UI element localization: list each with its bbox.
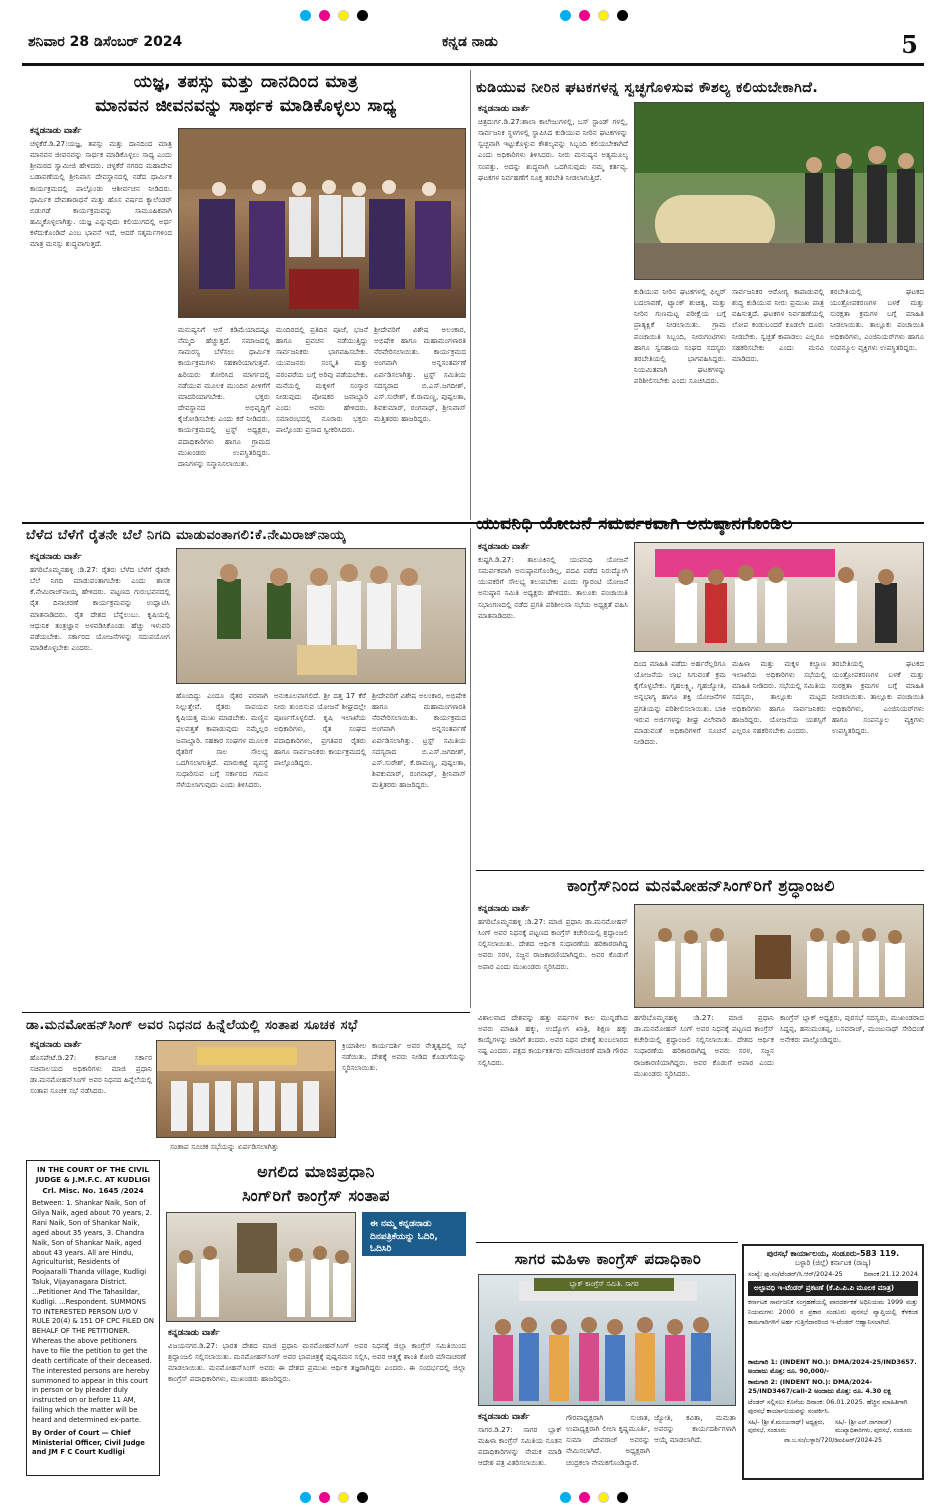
story1-headline-line1: ಯಜ್ಞ, ತಪಸ್ಸು ಮತ್ತು ದಾನದಿಂದ ಮಾತ್ರ	[133, 72, 359, 92]
registration-marks-top-2	[560, 6, 628, 24]
tribute-gathering-image	[635, 905, 924, 1008]
story1-photo	[178, 128, 466, 318]
story4-headline: ಯುವನಿಧಿ ಯೋಜನೆ ಸಮರ್ಪಕವಾಗಿ ಅನುಷ್ಠಾನಗೊಂಡಿಲ	[476, 514, 793, 534]
cyan-dot	[300, 1492, 311, 1503]
notice-case-number: Crl. Misc. No. 1645 /2024	[42, 1185, 144, 1195]
story3-byline: ಕನ್ನಡನಾಡು ವಾರ್ತೆ	[30, 552, 82, 562]
black-dot	[617, 1492, 628, 1503]
promo-line-2: ದಿನಪತ್ರಿಕೆಯನ್ನು ಓದಿರಿ, ಓದಿಸಿರಿ	[370, 1231, 438, 1255]
story2-column-b: ಕುಡಿಯುವ ನೀರಿನ ಘಟಕಗಳಲ್ಲಿ ಫಿಲ್ಟರ್ ಬದಲಾವಣೆ, ಟ್ಯಾಂಕ್ ಶುಚಿತ್ವ, ಮತ್ತು ನೀರಿನ ಗುಣಮಟ್ಟ ಪರೀಕ್ಷೆಯ ಬಗ್ಗೆ ಪ್ರಾತ್ಯಕ್ಷಿಕೆ ನೀಡಲಾಯಿತು. ಗ್ರಾಮ ಪಂಚಾಯಿತಿ ಸಿಬ್ಬಂದಿ, ನೀರುಗಂಟಿಗಳು ಹಾಗೂ ಸ್ವಸಹಾಯ ಸಂಘದ ಸದಸ್ಯರು ತರಬೇತಿಯಲ್ಲಿ ಭಾಗವಹಿಸಿದ್ದರು. ನಿಯಮಿತವಾಗಿ ಘಟಕಗಳನ್ನು ಪರಿಶೀಲಿಸಬೇಕು ಎಂದು ಸೂಚಿಸಿದರು.	[634, 287, 726, 386]
story7-column-a: ವಿಜಯನಗರ.ಡಿ.27: ಭಾರತ ದೇಶದ ಮಾಜಿ ಪ್ರಧಾನಿ ಮನಮೋಹನ್‌ಸಿಂಗ್ ಅವರ ನಿಧನಕ್ಕೆ ಜಿಲ್ಲಾ ಕಾಂಗ್ರೆಸ್ ಸಮಿತಿಯಿಂದ ಶ್ರದ್ಧಾಂಜಲಿ ಸಲ್ಲಿಸಲಾಯಿತು. ಮನಮೋಹನ್‌ಸಿಂಗ್ ಅವರ ಭಾವಚಿತ್ರಕ್ಕೆ ಪುಷ್ಪನಮನ ಸಲ್ಲಿಸಿ, ಅವರ ಆತ್ಮಕ್ಕೆ ಶಾಂತಿ ಕೋರಿ ಮೌನಾಚರಣೆ ಮಾಡಲಾಯಿತು. ಮನಮೋಹನ್‌ಸಿಂಗ್ ಅವರು ಈ ದೇಶದ ಪ್ರಮುಖ ಆರ್ಥಿಕ ತಜ್ಞರಾಗಿದ್ದರು ಎಂದರು. ಈ ಸಂದರ್ಭದಲ್ಲಿ ಜಿಲ್ಲಾ ಕಾಂಗ್ರೆಸ್ ಪದಾಧಿಕಾರಿಗಳು, ಮುಖಂಡರು ಹಾಜರಿದ್ದರು.	[168, 1341, 466, 1384]
magenta-dot	[319, 10, 330, 21]
story5-column-a: ಹಗರಿಬೊಮ್ಮನಹಳ್ಳಿ :ಡಿ.27: ಮಾಜಿ ಪ್ರಧಾನಿ ಡಾ.ಮನಮೋಹನ್ ಸಿಂಗ್ ಅವರ ನಿಧನಕ್ಕೆ ಪಟ್ಟಣದ ಕಾಂಗ್ರೆಸ್ ಕಚೇರಿಯಲ್ಲಿ ಶ್ರದ್ಧಾಂಜಲಿ ಸಲ್ಲಿಸಲಾಯಿತು. ದೇಶದ ಆರ್ಥಿಕ ಸುಧಾರಣೆಯ ಹರಿಕಾರರಾಗಿದ್ದ ಅವರು ಸರಳ, ಸಜ್ಜನ ರಾಜಕಾರಣಿಯಾಗಿದ್ದರು. ಅವರ ಕೊಡುಗೆ ಅಪಾರ ಎಂದು ಮುಖಂಡರು ಸ್ಮರಿಸಿದರು.	[478, 917, 628, 971]
story4-photo	[634, 542, 924, 652]
tender-office: ಪುರಸಭೆ ಕಾರ್ಯಾಲಯ, ಸಂಡೂರು-583 119.	[766, 1249, 900, 1258]
story5-byline: ಕನ್ನಡನಾಡು ವಾರ್ತೆ	[478, 904, 530, 914]
tender-notice	[742, 1244, 924, 1480]
story4-byline: ಕನ್ನಡನಾಡು ವಾರ್ತೆ	[478, 542, 530, 552]
story6-column-b: ಕ್ರಿಯಾಶೀಲ ಕಾರ್ಯದರ್ಶಿ ಅವರ ನೇತೃತ್ವದಲ್ಲಿ ಸಭೆ ನಡೆಯಿತು. ದೇಶಕ್ಕೆ ಅವರು ನೀಡಿದ ಕೊಡುಗೆಯನ್ನು ಸ್ಮರಿಸಲಾಯಿತು.	[342, 1041, 466, 1073]
story3-column-a: ಹಗರಿಬೊಮ್ಮನಹಳ್ಳಿ :ಡಿ.27: ರೈತರು ಬೆಳೆದ ಬೆಳೆಗೆ ರೈತರೇ ಬೆಲೆ ನಿಗದಿ ಮಾಡುವಂತಾಗಬೇಕು ಎಂದು ಶಾಸಕ ಕೆ.ನೇಮಿರಾಜ್‌ನಾಯ್ಕ ಹೇಳಿದರು. ಪಟ್ಟಣದ ಗುರುಭವನದಲ್ಲಿ ರೈತ ದಿನಾಚರಣೆ ಕಾರ್ಯಕ್ರಮವನ್ನು ಉದ್ಘಾಟಿಸಿ ಮಾತನಾಡಿದರು. ರೈತ ದೇಶದ ಬೆನ್ನೆಲುಬು. ಕೃಷಿಯಲ್ಲಿ ಆಧುನಿಕ ತಂತ್ರಜ್ಞಾನ ಅಳವಡಿಸಿಕೊಂಡು ಹೆಚ್ಚು ಇಳುವರಿ ಪಡೆಯಬೇಕು. ಸರ್ಕಾರದ ಯೋಜನೆಗಳನ್ನು ಸದುಪಯೋಗ ಮಾಡಿಕೊಳ್ಳಬೇಕು ಎಂದರು.	[30, 565, 170, 653]
story3-column-c: ಅನುಕೂಲವಾಗಲಿದೆ. ಶ್ರೀ ದತ್ತ 17 ಕೆರೆ ನೀರು ತುಂಬಿಸುವ ಯೋಜನೆ ಶೀಘ್ರದಲ್ಲೇ ಪೂರ್ಣಗೊಳ್ಳಲಿದೆ. ಕೃಷಿ ಇಲಾಖೆಯ ಅಧಿಕಾರಿಗಳು, ರೈತ ಸಂಘದ ಪದಾಧಿಕಾರಿಗಳು, ಪ್ರಗತಿಪರ ರೈತರು ಹಾಗೂ ಸಾರ್ವಜನಿಕರು ಕಾರ್ಯಕ್ರಮದಲ್ಲಿ ಪಾಲ್ಗೊಂಡಿದ್ದರು.	[274, 691, 366, 767]
story3-headline: ಬೆಳೆದ ಬೆಳೆಗೆ ರೈತನೇ ಬೆಲೆ ನಿಗದಿ ಮಾಡುವಂತಾಗಲಿ:ಕೆ.ನೇಮಿರಾಜ್‌ನಾಯ್ಕ	[26, 528, 346, 543]
black-dot	[357, 10, 368, 21]
story4-column-b: ದಿಂದ ಮಾಹಿತಿ ಪಡೆದು ಅರ್ಹರೆಲ್ಲರಿಗೂ ಯೋಜನೆಯ ಲಾಭ ಸಿಗುವಂತೆ ಕ್ರಮ ಕೈಗೊಳ್ಳಬೇಕು. ಗೃಹಲಕ್ಷ್ಮಿ, ಗೃಹಜ್ಯೋತಿ, ಅನ್ನಭಾಗ್ಯ ಹಾಗೂ ಶಕ್ತಿ ಯೋಜನೆಗಳ ಪ್ರಗತಿಯನ್ನು ಪರಿಶೀಲಿಸಲಾಯಿತು. ಬಾಕಿ ಇರುವ ಅರ್ಜಿಗಳನ್ನು ಶೀಘ್ರ ವಿಲೇವಾರಿ ಮಾಡುವಂತೆ ಅಧಿಕಾರಿಗಳಿಗೆ ಸೂಚನೆ ನೀಡಿದರು.	[634, 659, 726, 747]
story6-column-a: ಹೊಸಪೇಟೆ.ಡಿ.27: ಕರ್ನಾಟಕ ಸರ್ಕಾರ ಸಚಿವಾಲಯದ ಅಧಿಕಾರಿಗಳು ಮಾಜಿ ಪ್ರಧಾನಿ ಡಾ.ಮನಮೋಹನ್‌ಸಿಂಗ್ ಅವರ ನಿಧನದ ಹಿನ್ನೆಲೆಯಲ್ಲಿ ಸಂತಾಪ ಸೂಚಕ ಸಭೆ ನಡೆಸಿದರು.	[30, 1053, 152, 1096]
calendar-release-image	[179, 129, 466, 318]
story5-column-d: ಕಾಂಗ್ರೆಸ್ ಬ್ಲಾಕ್ ಅಧ್ಯಕ್ಷರು, ಪುರಸಭೆ ಸದಸ್ಯರು, ಮುಖಂಡರಾದ ಸಿದ್ದಪ್ಪ, ಹನುಮಂತಪ್ಪ, ಬಸವರಾಜ್, ಮಂಜುನಾಥ್ ಸೇರಿದಂತೆ ಅನೇಕರು ಪಾಲ್ಗೊಂಡಿದ್ದರು.	[780, 1013, 924, 1045]
notice-body: Between: 1. Shankar Naik, Son of Gilya Naik, aged about 70 years, 2. Rani Naik, Son of Shankar Naik, aged about 35 years, 3. Chandra Naik, Son of Shankar Naik, aged about 43 years. All are Hindu, Agriculturist, Residents of Poojaaralli Thanda village, Kudligi Taluk, Vijayanagara District. ...Petitioner And The Tahasildar, Kudligi. ...Respondent. SUMMONS TO INTERESTED PERSON U/O V RULE 20(4) & 151 OF CPC FILED ON BEHALF OF THE PETITIONER. Whereas the above petitioners have to file the petition to get the death certificate of their deceased. The interested persons are hereby summoned to appear in this court in person or by pleader duly instructed on or before 11 AM, failing which the matter will be heard and determined ex-parte.	[32, 1199, 154, 1424]
story5-photo	[634, 904, 924, 1008]
story2-column-c: ಸಾರ್ವಜನಿಕರ ಆರೋಗ್ಯ ಕಾಪಾಡುವಲ್ಲಿ ಶುದ್ಧ ಕುಡಿಯುವ ನೀರು ಪ್ರಮುಖ ಪಾತ್ರ ವಹಿಸುತ್ತದೆ. ಘಟಕಗಳ ನಿರ್ವಹಣೆಯಲ್ಲಿ ಲೋಪ ಕಂಡುಬಂದರೆ ಕೂಡಲೇ ದೂರು ನೀಡಬೇಕು. ಸ್ವಚ್ಛತೆ ಕಾಪಾಡಲು ಎಲ್ಲರೂ ಸಹಕರಿಸಬೇಕು ಎಂದು ಮನವಿ ಮಾಡಿದರು.	[732, 287, 824, 363]
condolence-meeting-image	[157, 1041, 336, 1138]
cyan-dot	[560, 1492, 571, 1503]
story2-byline: ಕನ್ನಡನಾಡು ವಾರ್ತೆ	[478, 104, 530, 114]
story7-byline: ಕನ್ನಡನಾಡು ವಾರ್ತೆ	[168, 1328, 220, 1338]
registration-marks-top	[300, 6, 368, 24]
story8-column-a: ಸಾಗರ.ಡಿ.27: ಸಾಗರ ಬ್ಲಾಕ್ ಮಹಿಳಾ ಕಾಂಗ್ರೆಸ್ ಸಮಿತಿಯ ನೂತನ ಪದಾಧಿಕಾರಿಗಳನ್ನು ನೇಮಕ ಮಾಡಿ ಆದೇಶ ಪತ್ರ ವಿತರಿಸಲಾಯಿತು.	[478, 1425, 562, 1468]
story5-headline: ಕಾಂಗ್ರೆಸ್‌ನಿಂದ ಮನಮೋಹನ್‌ಸಿಂಗ್‌ರಿಗೆ ಶ್ರದ್ಧಾಂಜಲಿ	[567, 876, 835, 895]
notice-title: IN THE COURT OF THE CIVIL JUDGE & J.M.F.C. AT KUDLIGI	[35, 1165, 151, 1185]
story2-photo	[634, 102, 924, 280]
story8-banner: ಬ್ಲಾಕ್ ಕಾಂಗ್ರೆಸ್ ಸಮಿತಿ. ಸಾಗರ	[534, 1278, 674, 1291]
story2-headline: ಕುಡಿಯುವ ನೀರಿನ ಘಟಕಗಳನ್ನ ಸ್ವಚ್ಛಗೊಳಿಸುವ ಕೌಶಲ್ಯ ಕಲಿಯಬೇಕಾಗಿದೆ.	[476, 80, 819, 96]
story8-byline: ಕನ್ನಡನಾಡು ವಾರ್ತೆ	[478, 1412, 530, 1422]
story1-column-a: ಮನುಷ್ಯನಿಗೆ ಆಸೆ ಕಡಿಮೆಯಾದಷ್ಟೂ ನೆಮ್ಮದಿ ಹೆಚ್ಚುತ್ತದೆ. ಸಮಾಜದಲ್ಲಿ ಸಾಮರಸ್ಯ ಬೆಳೆಸಲು ಧಾರ್ಮಿಕ ಕಾರ್ಯಕ್ರಮಗಳು ಸಹಕಾರಿಯಾಗುತ್ತವೆ. ಹಿರಿಯರು ತೋರಿಸಿದ ಮಾರ್ಗದಲ್ಲಿ ನಡೆಯುವ ಮೂಲಕ ಮುಂದಿನ ಪೀಳಿಗೆಗೆ ಮಾದರಿಯಾಗಬೇಕು. ಭಕ್ತರು ದೇವಸ್ಥಾನದ ಅಭಿವೃದ್ಧಿಗೆ ಕೈಜೋಡಿಸಬೇಕು ಎಂದು ಕರೆ ನೀಡಿದರು. ಕಾರ್ಯಕ್ರಮದಲ್ಲಿ ಟ್ರಸ್ಟ್ ಅಧ್ಯಕ್ಷರು, ಪದಾಧಿಕಾರಿಗಳು ಹಾಗೂ ಗ್ರಾಮದ ಮುಖಂಡರು ಉಪಸ್ಥಿತರಿದ್ದರು. ದಾನಿಗಳನ್ನು ಸನ್ಮಾನಿಸಲಾಯಿತು.	[178, 325, 270, 468]
yellow-dot	[598, 1492, 609, 1503]
registration-marks-bottom-2	[560, 1488, 628, 1506]
registration-marks-bottom	[300, 1488, 368, 1506]
magenta-dot	[319, 1492, 330, 1503]
story4-column-a: ಕುಷ್ಟಗಿ.ಡಿ.27: ತಾಲೂಕಿನಲ್ಲಿ ಯುವನಿಧಿ ಯೋಜನೆ ಸಮರ್ಪಕವಾಗಿ ಅನುಷ್ಠಾನಗೊಂಡಿಲ್ಲ, ಪದವಿ ಪಡೆದ ನಿರುದ್ಯೋಗಿ ಯುವಕರಿಗೆ ಸೌಲಭ್ಯ ತಲುಪಬೇಕು ಎಂದು ಗ್ಯಾರಂಟಿ ಯೋಜನೆ ಅನುಷ್ಠಾನ ಸಮಿತಿ ಅಧ್ಯಕ್ಷರು ಹೇಳಿದರು. ತಾಲೂಕು ಪಂಚಾಯಿತಿ ಸಭಾಂಗಣದಲ್ಲಿ ನಡೆದ ಪ್ರಗತಿ ಪರಿಶೀಲನಾ ಸಭೆಯ ಅಧ್ಯಕ್ಷತೆ ವಹಿಸಿ ಮಾತನಾಡಿದರು.	[478, 555, 628, 620]
magenta-dot	[579, 1492, 590, 1503]
story1-lead-column: ಚಳ್ಳಕೆರೆ.ಡಿ.27:ಯಜ್ಞ, ತಪಸ್ಸು ಮತ್ತು ದಾನದಿಂದ ಮಾತ್ರ ಮಾನವನ ಜೀವನವನ್ನು ಸಾರ್ಥಕ ಮಾಡಿಕೊಳ್ಳಲು ಸಾಧ್ಯ ಎಂದು ಶ್ರೀಮಠದ ಸ್ವಾಮೀಜಿ ಹೇಳಿದರು. ಚಳ್ಳಕೆರೆ ನಗರದ ಮಹಾದೇವ ಬಡಾವಣೆಯಲ್ಲಿ ಶ್ರೀನಿವಾಸ ದೇವಸ್ಥಾನದಲ್ಲಿ ನಡೆದ ಧಾರ್ಮಿಕ ಕಾರ್ಯಕ್ರಮದಲ್ಲಿ ಪಾಲ್ಗೊಂಡು ಆಶೀರ್ವಚನ ನೀಡಿದರು. ಧಾರ್ಮಿಕ ದೇವತಾರಾಧನೆ ಮತ್ತು ಹೊಸ ವರ್ಷದ ಕ್ಯಾಲೆಂಡರ್ ಬಿಡುಗಡೆ ಕಾರ್ಯಕ್ರಮವನ್ನು ಸಾಮೂಹಿಕವಾಗಿ ಹಮ್ಮಿಕೊಳ್ಳಲಾಗಿತ್ತು. ಯಜ್ಞ ಎನ್ನುವುದು ಕಲಿಯುಗದಲ್ಲಿ ಅರ್ಥ ಕಳೆದುಕೊಂಡಿದೆ ಎಂಬ ಭಾವನೆ ಇದೆ, ಆದರೆ ಸತ್ಕರ್ಮಗಳಿಂದ ಮಾತ್ರ ಮನಸ್ಸು ಶುದ್ಧವಾಗುತ್ತದೆ.	[30, 139, 172, 249]
yellow-dot	[338, 1492, 349, 1503]
tender-date: ದಿನಾಂಕ:21.12.2024	[863, 1270, 918, 1278]
story8-photo	[478, 1274, 736, 1406]
section-rule	[22, 1012, 470, 1013]
story6-photo	[156, 1040, 336, 1138]
section-rule	[476, 870, 924, 871]
story1-column-c: ಶ್ರೀದೇವರಿಗೆ ವಿಶೇಷ ಅಲಂಕಾರ, ಅಭಿಷೇಕ ಹಾಗೂ ಮಹಾಮಂಗಳಾರತಿ ನೆರವೇರಿಸಲಾಯಿತು. ಕಾರ್ಯಕ್ರಮದ ಅಂಗವಾಗಿ ಅನ್ನಸಂತರ್ಪಣೆ ಏರ್ಪಡಿಸಲಾಗಿತ್ತು. ಟ್ರಸ್ಟ್ ಸಮಿತಿಯ ಸದಸ್ಯರಾದ ಬಿ.ಎಸ್.ಜಗದೀಶ್, ಎಸ್.ಸುರೇಶ್, ಕೆ.ರಾಮಣ್ಣ, ಪುಷ್ಪಲತಾ, ಶಿವಕುಮಾರ್, ರಂಗನಾಥ್, ಶ್ರೀನಿವಾಸ್ ಮತ್ತಿತರರು ಹಾಜರಿದ್ದರು.	[374, 325, 466, 424]
story8-column-b: ಗೌರವಾಧ್ಯಕ್ಷರಾಗಿ ಸುಜಾತ, ಉಪಾಧ್ಯಕ್ಷರಾಗಿ ಲೀಲಾ ಕೃಷ್ಣಮೂರ್ತಿ, ಸುಮಾ ದೇವರಾಜ್ ಅವರನ್ನು ನೇಮಿಸಲಾಗಿದೆ. ಅಧ್ಯಕ್ಷರಾಗಿ ಚಂದ್ರಕಲಾ ನೇಮಕಗೊಂಡಿದ್ದಾರೆ.	[566, 1413, 650, 1467]
tender-sign-1: ಸಹಿ/- (ಶ್ರೀ ಕೆ.ಮಂಜುನಾಥ್) ಅಧ್ಯಕ್ಷರು, ಪುರಸಭೆ, ಸಂಡೂರು	[748, 1419, 825, 1434]
story6-byline: ಕನ್ನಡನಾಡು ವಾರ್ತೆ	[30, 1040, 82, 1050]
story7-headline-line2: ಸಿಂಗ್‌ರಿಗೆ ಕಾಂಗ್ರೆಸ್ ಸಂತಾಪ	[242, 1186, 390, 1205]
yuvanidhi-meeting-image	[635, 543, 924, 652]
subscription-promo	[362, 1212, 466, 1256]
black-dot	[617, 10, 628, 21]
tender-note: ಟೆಂಡರ್ ಸಲ್ಲಿಸಲು ಕೊನೆಯ ದಿನಾಂಕ: 06.01.2025. ಹೆಚ್ಚಿನ ಮಾಹಿತಿಗಾಗಿ ಪುರಸಭೆ ಕಾರ್ಯಾಲಯವನ್ನು ಸಂಪರ್ಕಿಸಿ.	[748, 1398, 908, 1415]
story3-column-b: ಹೊಂದಿದ್ದು ಎಂದೂ ರೈತರ ಪರವಾಗಿ ನಿಲ್ಲುತ್ತೇವೆ. ರೈತರು ಸಾವಯವ ಕೃಷಿಯತ್ತ ಮುಖ ಮಾಡಬೇಕು. ಮಣ್ಣಿನ ಫಲವತ್ತತೆ ಕಾಪಾಡುವುದು ನಮ್ಮೆಲ್ಲರ ಜವಾಬ್ದಾರಿ. ಸಹಕಾರ ಸಂಘಗಳ ಮೂಲಕ ರೈತರಿಗೆ ಸಾಲ ಸೌಲಭ್ಯ ಒದಗಿಸಲಾಗುತ್ತಿದೆ. ಮಾರುಕಟ್ಟೆ ವ್ಯವಸ್ಥೆ ಸುಧಾರಿಸುವ ಬಗ್ಗೆ ಸರ್ಕಾರದ ಗಮನ ಸೆಳೆಯಲಾಗುವುದು ಎಂದು ತಿಳಿಸಿದರು.	[176, 691, 268, 790]
story3-column-d: ಶ್ರೀದೇವರಿಗೆ ವಿಶೇಷ ಅಲಂಕಾರ, ಅಭಿಷೇಕ ಹಾಗೂ ಮಹಾಮಂಗಳಾರತಿ ನೆರವೇರಿಸಲಾಯಿತು. ಕಾರ್ಯಕ್ರಮದ ಅಂಗವಾಗಿ ಅನ್ನಸಂತರ್ಪಣೆ ಏರ್ಪಡಿಸಲಾಗಿತ್ತು. ಟ್ರಸ್ಟ್ ಸಮಿತಿಯ ಸದಸ್ಯರಾದ ಬಿ.ಎಸ್.ಜಗದೀಶ್, ಎಸ್.ಸುರೇಶ್, ಕೆ.ರಾಮಣ್ಣ, ಪುಷ್ಪಲತಾ, ಶಿವಕುಮಾರ್, ರಂಗನಾಥ್, ಶ್ರೀನಿವಾಸ್ ಮತ್ತಿತರರು ಹಾಜರಿದ್ದರು.	[372, 691, 466, 790]
masthead	[22, 30, 924, 66]
cyan-dot	[300, 10, 311, 21]
water-tank-cleaning-image	[635, 103, 924, 280]
yellow-dot	[598, 10, 609, 21]
story4-column-c: ಮಹಿಳಾ ಮತ್ತು ಮಕ್ಕಳ ಕಲ್ಯಾಣ ಇಲಾಖೆಯ ಅಧಿಕಾರಿಗಳು ಸಭೆಯಲ್ಲಿ ಮಾಹಿತಿ ನೀಡಿದರು. ಸಭೆಯಲ್ಲಿ ಸಮಿತಿಯ ಸದಸ್ಯರು, ತಾಲ್ಲೂಕು ಮಟ್ಟದ ಅಧಿಕಾರಿಗಳು ಹಾಗೂ ಸಾರ್ವಜನಿಕರು ಹಾಜರಿದ್ದರು. ಯೋಜನೆಯ ಯಶಸ್ಸಿಗೆ ಎಲ್ಲರೂ ಸಹಕರಿಸಬೇಕು ಎಂದರು.	[732, 659, 826, 735]
story5-column-c: ಹಗರಿಬೊಮ್ಮನಹಳ್ಳಿ :ಡಿ.27: ಮಾಜಿ ಪ್ರಧಾನಿ ಡಾ.ಮನಮೋಹನ್ ಸಿಂಗ್ ಅವರ ನಿಧನಕ್ಕೆ ಪಟ್ಟಣದ ಕಾಂಗ್ರೆಸ್ ಕಚೇರಿಯಲ್ಲಿ ಶ್ರದ್ಧಾಂಜಲಿ ಸಲ್ಲಿಸಲಾಯಿತು. ದೇಶದ ಆರ್ಥಿಕ ಸುಧಾರಣೆಯ ಹರಿಕಾರರಾಗಿದ್ದ ಅವರು ಸರಳ, ಸಜ್ಜನ ರಾಜಕಾರಣಿಯಾಗಿದ್ದರು. ಅವರ ಕೊಡುಗೆ ಅಪಾರ ಎಂದು ಮುಖಂಡರು ಸ್ಮರಿಸಿದರು.	[634, 1013, 774, 1078]
tender-ref-row	[748, 1270, 918, 1279]
tender-item-1: ಕಾಮಗಾರಿ 1: (INDENT NO.): DMA/2024-25/IND3657. ಅಂದಾಜು ಮೊತ್ತ: ರೂ. 90,000/-	[748, 1358, 917, 1375]
tender-sign-2: ಸಹಿ/- (ಶ್ರೀ ಎನ್.ನಾಗರಾಜ್) ಮುಖ್ಯಾಧಿಕಾರಿಗಳು, ಪುರಸಭೆ, ಸಂಡೂರು	[835, 1419, 912, 1434]
tender-item-2: ಕಾಮಗಾರಿ 2: (INDENT NO.): DMA/2024-25/IND3467/call-2 ಅಂದಾಜು ಮೊತ್ತ: ರೂ. 4.30 ಲಕ್ಷ	[748, 1378, 892, 1395]
farmers-day-image	[177, 549, 466, 684]
promo-line-1: ಈ ನಮ್ಮ ಕನ್ನಡನಾಡು	[370, 1219, 432, 1229]
section-rule	[476, 1242, 738, 1243]
story6-headline: ಡಾ.ಮನಮೋಹನ್‌ಸಿಂಗ್ ಅವರ ನಿಧನದ ಹಿನ್ನೆಲೆಯಲ್ಲಿ ಸಂತಾಪ ಸೂಚಕ ಸಭೆ	[26, 1018, 358, 1033]
story7-headline-line1: ಅಗಲಿದ ಮಾಜಿಪ್ರಧಾನಿ	[257, 1162, 375, 1181]
page-number: 5	[901, 30, 918, 59]
column-divider	[470, 528, 471, 1008]
tender-footer: ವಾ.ಬ.ಸಂ/ಬಳ್ಳಾರಿ/720/ಡಿಐಪಿಆರ್/2024-25	[784, 1437, 882, 1444]
issue-date: ಶನಿವಾರ 28 ಡಿಸೆಂಬರ್ 2024	[28, 34, 183, 50]
story4-column-d: ತರಬೇತಿಯಲ್ಲಿ ಘಟಕದ ಯಂತ್ರೋಪಕರಣಗಳ ಬಳಕೆ ಮತ್ತು ಸುರಕ್ಷತಾ ಕ್ರಮಗಳ ಬಗ್ಗೆ ಮಾಹಿತಿ ನೀಡಲಾಯಿತು. ತಾಲ್ಲೂಕು ಪಂಚಾಯಿತಿ ಅಧಿಕಾರಿಗಳು, ಎಂಜಿನಿಯರ್‌ಗಳು ಹಾಗೂ ಸಂಪನ್ಮೂಲ ವ್ಯಕ್ತಿಗಳು ಉಪಸ್ಥಿತರಿದ್ದರು.	[832, 659, 924, 735]
congress-condolence-image	[167, 1213, 356, 1322]
story8-headline: ಸಾಗರ ಮಹಿಳಾ ಕಾಂಗ್ರೆಸ್ ಪದಾಧಿಕಾರಿ	[514, 1250, 702, 1268]
story1-column-b: ಮಂದಿರದಲ್ಲಿ ಪ್ರತಿದಿನ ಪೂಜೆ, ಭಜನೆ ಹಾಗೂ ಪ್ರವಚನ ನಡೆಯುತ್ತಿದ್ದು ಸಾರ್ವಜನಿಕರು ಭಾಗವಹಿಸಬೇಕು. ಯುವಜನರು ಸಂಸ್ಕೃತಿ ಮತ್ತು ಪರಂಪರೆಯ ಬಗ್ಗೆ ಅರಿವು ಪಡೆಯಬೇಕು. ಮನೆಯಲ್ಲಿ ಮಕ್ಕಳಿಗೆ ಸಂಸ್ಕಾರ ನೀಡುವುದು ಪೋಷಕರ ಜವಾಬ್ದಾರಿ ಎಂದು ಅವರು ಹೇಳಿದರು. ಸಮಾರಂಭದಲ್ಲಿ ನೂರಾರು ಭಕ್ತರು ಪಾಲ್ಗೊಂಡು ಪ್ರಸಾದ ಸ್ವೀಕರಿಸಿದರು.	[276, 325, 368, 435]
magenta-dot	[579, 10, 590, 21]
story1-byline: ಕನ್ನಡನಾಡು ವಾರ್ತೆ	[30, 126, 82, 136]
black-dot	[357, 1492, 368, 1503]
story5-column-b: ವಿಶಾಲವಾದ ದೇಶವನ್ನು ಹತ್ತು ವರ್ಷಗಳ ಕಾಲ ಮುನ್ನಡೆಸಿದ ಅವರು ಮಾಹಿತಿ ಹಕ್ಕು, ಉದ್ಯೋಗ ಖಾತ್ರಿ, ಶಿಕ್ಷಣ ಹಕ್ಕು ಕಾಯ್ದೆಗಳನ್ನು ಜಾರಿಗೆ ತಂದರು. ಅವರ ನಿಧನ ದೇಶಕ್ಕೆ ತುಂಬಲಾರದ ನಷ್ಟ ಎಂದರು. ಪಕ್ಷದ ಕಾರ್ಯಕರ್ತರು ಮೌನಾಚರಣೆ ಮಾಡಿ ಗೌರವ ಸಲ್ಲಿಸಿದರು.	[478, 1013, 628, 1067]
women-congress-image	[479, 1275, 736, 1406]
story6-photo-caption: ಸಂತಾಪ ಸೂಚಕ ಸಭೆಯನ್ನು ಏರ್ಪಡಿಸಲಾಗಿತ್ತು	[170, 1142, 279, 1151]
notice-signature: By Order of Court — Chief Ministerial Officer, Civil Judge and JM F C Court Kudligi	[32, 1428, 145, 1457]
cyan-dot	[560, 10, 571, 21]
column-divider	[470, 70, 471, 520]
tender-signatures	[748, 1419, 918, 1435]
paper-name: ಕನ್ನಡ ನಾಡು	[442, 34, 498, 50]
court-notice	[26, 1160, 160, 1476]
story7-photo	[166, 1212, 356, 1322]
story2-column-d: ತರಬೇತಿಯಲ್ಲಿ ಘಟಕದ ಯಂತ್ರೋಪಕರಣಗಳ ಬಳಕೆ ಮತ್ತು ಸುರಕ್ಷತಾ ಕ್ರಮಗಳ ಬಗ್ಗೆ ಮಾಹಿತಿ ನೀಡಲಾಯಿತು. ತಾಲ್ಲೂಕು ಪಂಚಾಯಿತಿ ಅಧಿಕಾರಿಗಳು, ಎಂಜಿನಿಯರ್‌ಗಳು ಹಾಗೂ ಸಂಪನ್ಮೂಲ ವ್ಯಕ್ತಿಗಳು ಉಪಸ್ಥಿತರಿದ್ದರು.	[830, 287, 924, 352]
story8-column-c: ಜ್ಯೋತಿ, ಕವಿತಾ, ಮಮತಾ ಅವರನ್ನು ಕಾರ್ಯದರ್ಶಿಗಳಾಗಿ ಆಯ್ಕೆ ಮಾಡಲಾಗಿದೆ.	[654, 1413, 736, 1445]
story2-column-a: ಚಿತ್ರದುರ್ಗ.ಡಿ.27:ಶಾಲಾ ಕಾಲೇಜುಗಳಲ್ಲಿ, ಬಸ್ ಸ್ಟಾಂಡ್ ಗಳಲ್ಲಿ, ಸಾರ್ವಜನಿಕ ಸ್ಥಳಗಳಲ್ಲಿ ಸ್ಥಾಪಿಸಿದ ಕುಡಿಯುವ ನೀರಿನ ಘಟಕಗಳನ್ನು ಸ್ವಚ್ಛವಾಗಿ ಇಟ್ಟುಕೊಳ್ಳುವ ಕೌಶಲ್ಯವನ್ನು ಸಿಬ್ಬಂದಿ ಕಲಿಯಬೇಕಾಗಿದೆ ಎಂದು ಅಧಿಕಾರಿಗಳು ತಿಳಿಸಿದರು. ನೀರು ಮನುಷ್ಯನ ಅತ್ಯಮೂಲ್ಯ ಸಂಪತ್ತು. ಅದನ್ನು ಶುದ್ಧವಾಗಿ ಒದಗಿಸುವುದು ನಮ್ಮ ಕರ್ತವ್ಯ. ಘಟಕಗಳ ನಿರ್ವಹಣೆಗೆ ಸೂಕ್ತ ತರಬೇತಿ ನೀಡಲಾಗುತ್ತಿದೆ.	[478, 117, 628, 182]
tender-title: ಅಲ್ಪಾವಧಿ ಇ-ಟೆಂಡರ್ ಪ್ರಕಟಣೆ (ಕೆ.ಪಿ.ಪಿ.ಪಿ ಮೂಲಕ ಮಾತ್ರ)	[748, 1281, 918, 1296]
story1-headline-line2: ಮಾನವನ ಜೀವನವನ್ನು ಸಾರ್ಥಕ ಮಾಡಿಕೊಳ್ಳಲು ಸಾಧ್ಯ	[95, 96, 397, 116]
tender-ref: ಸಂಖ್ಯೆ: ಪು.ಸಂ/ಟೆಂಡರ್/ಸಿ.ಆರ್/2024-25	[748, 1270, 843, 1278]
yellow-dot	[338, 10, 349, 21]
tender-district: ಬಳ್ಳಾರಿ (ಜಿಲ್ಲೆ) ಕರ್ನಾಟಕ (ರಾಜ್ಯ)	[795, 1259, 871, 1267]
story3-photo	[176, 548, 466, 684]
tender-body: ಕರ್ನಾಟಕ ಸಾರ್ವಜನಿಕ ಸಂಗ್ರಹಣೆಯಲ್ಲಿ ಪಾರದರ್ಶಕತೆ ಅಧಿನಿಯಮ 1999 ಮತ್ತು ನಿಯಮಗಳು 2000 ರ ಪ್ರಕಾರ ಸಂಡೂರು ಪುರಸಭೆ ವ್ಯಾಪ್ತಿಯಲ್ಲಿ ಕೆಳಕಂಡ ಕಾಮಗಾರಿಗಳಿಗೆ ಅರ್ಹ ಗುತ್ತಿಗೆದಾರರಿಂದ ಇ-ಟೆಂಡರ್ ಆಹ್ವಾನಿಸಲಾಗಿದೆ.	[748, 1298, 918, 1326]
